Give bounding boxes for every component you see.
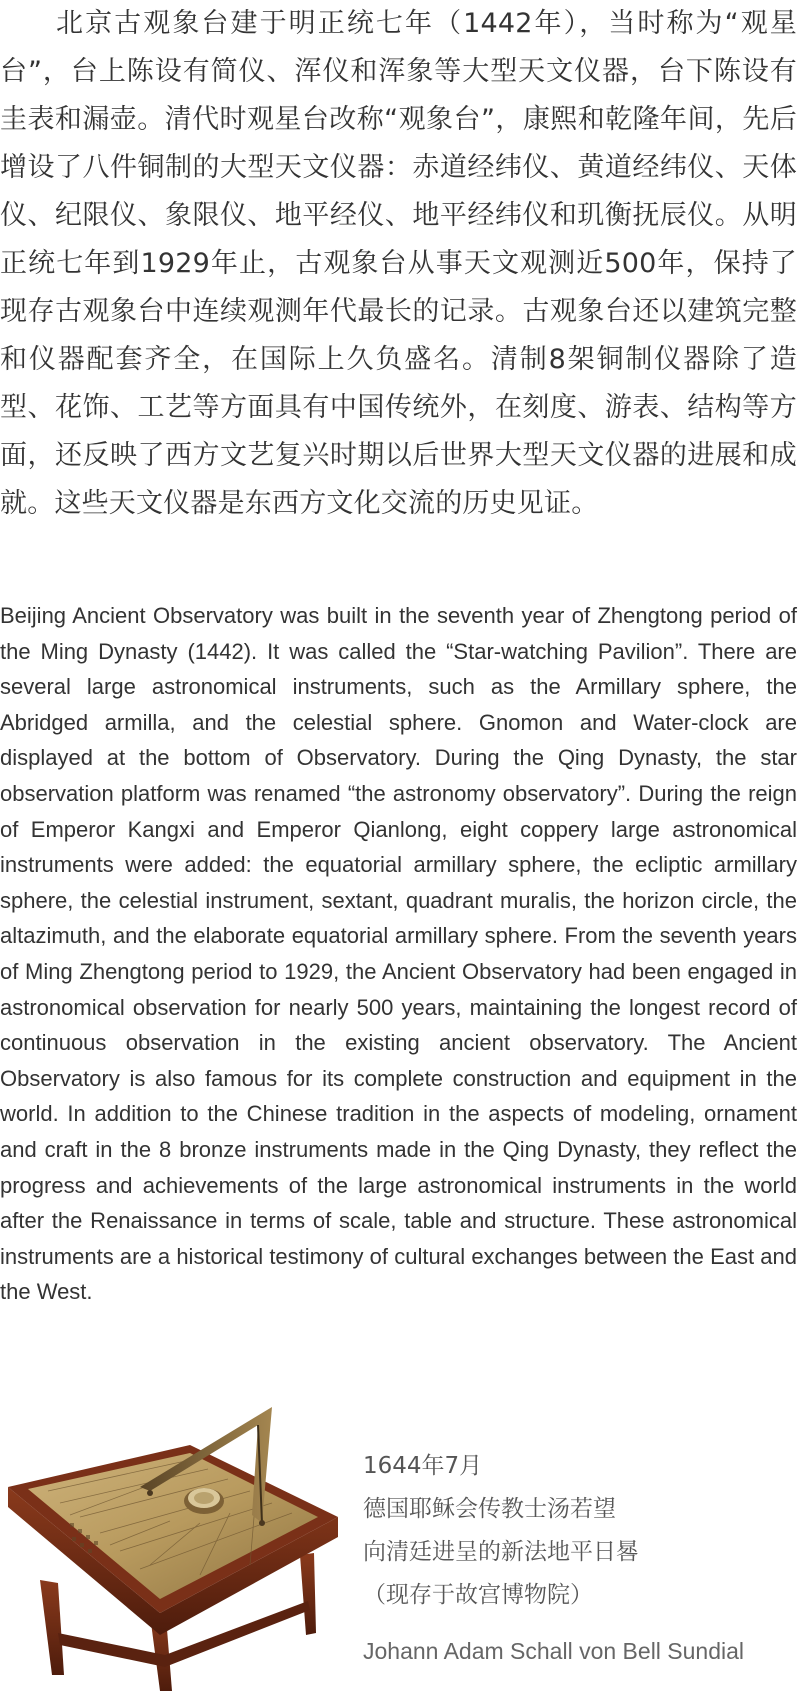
caption-description: 向清廷进呈的新法地平日晷 — [363, 1539, 639, 1565]
sundial-icon — [0, 1405, 345, 1693]
caption-date: 1644年7月 — [363, 1453, 483, 1479]
chinese-intro-paragraph: 北京古观象台建于明正统七年（1442年），当时称为“观星台”，台上陈设有简仪、浑仪和浑象等大型天文仪器，台下陈设有圭表和漏壶。清代时观星台改称“观象台”，康熙和乾隆年间，先后增设了八件铜制的大型天文仪器：赤道经纬仪、黄道经纬仪、天体仪、纪限仪、象限仪、地平经仪、地平经纬仪和玑衡抚辰仪。从明正统七年到1929年止，古观象台从事天文观测近500年，保持了现存古观象台中连续观测年代最长的记录。古观象台还以建筑完整和仪器配套齐全，在国际上久负盛名。清制8架铜制仪器除了造型、花饰、工艺等方面具有中国传统外，在刻度、游表、结构等方面，还反映了西方文艺复兴时期以后世界大型天文仪器的进展和成就。这些天文仪器是东西方文化交流的历史见证。 — [0, 8, 797, 519]
exhibit-section — [0, 1405, 800, 1693]
english-intro-paragraph: Beijing Ancient Observatory was built in the seventh year of Zhengtong period of the Ming Dynasty (1442). It was called the “Star-watching Pavilion”. There are several large astronomical instruments, such as the Armillary sphere, the Abridged armilla, and the celestial sphere. Gnomon and Water-clock are displayed at the bottom of Observatory. During the Qing Dynasty, the star observation platform was renamed “the astronomy observatory”. During the reign of Emperor Kangxi and Emperor Qianlong, eight coppery large astronomical instruments were added: the equatorial armillary sphere, the ecliptic armillary sphere, the celestial instrument, sextant, quadrant muralis, the horizon circle, the altazimuth, and the elaborate equatorial armillary sphere. From the seventh years of Ming Zhengtong period to 1929, the Ancient Observatory had been engaged in astronomical observation for nearly 500 years, maintaining the longest record of continuous observation in the existing ancient observatory. The Ancient Observatory is also famous for its complete construction and equipment in the world. In addition to the Chinese tradition in the aspects of modeling, ornament and craft in the 8 bronze instruments made in the Qing Dynasty, they reflect the progress and achievements of the large astronomical instruments in the world after the Renaissance in terms of scale, table and structure. These astronomical instruments are a historical testimony of cultural exchanges between the East and the West. — [0, 603, 797, 1305]
caption-person: 德国耶稣会传教士汤若望 — [363, 1496, 616, 1522]
caption-location: （现存于故宫博物院） — [363, 1582, 593, 1608]
exhibit-caption — [363, 1445, 793, 1667]
caption-english-title: Johann Adam Schall von Bell Sundial — [363, 1638, 745, 1664]
